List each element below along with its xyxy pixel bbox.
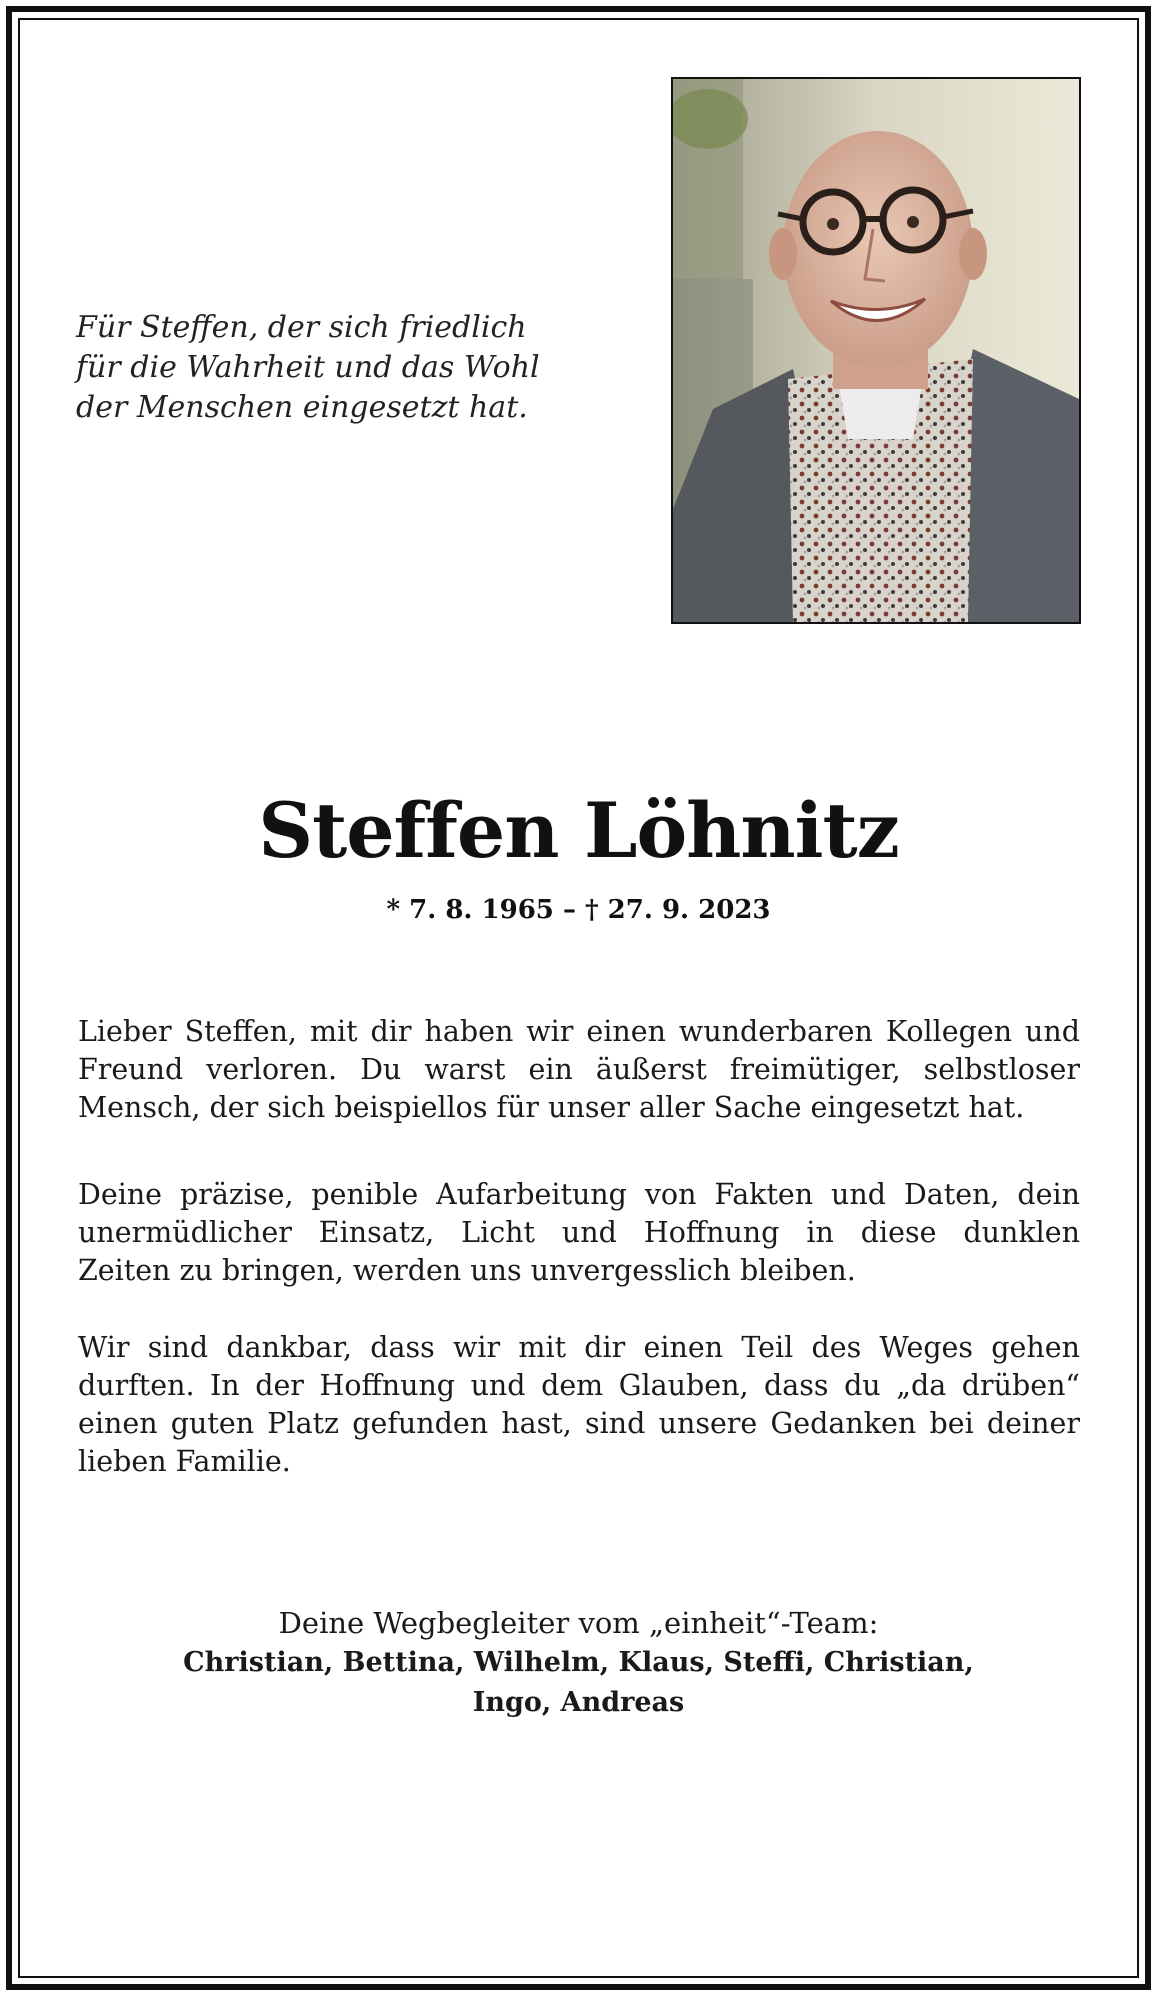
tribute-paragraph (78, 1013, 1080, 1127)
text-line: Wir sind dankbar, dass wir mit dir einen Teil des Weges gehen (78, 1331, 1080, 1364)
dedication-line: Für Steffen, der sich friedlich (76, 310, 527, 345)
dedication-line: für die Wahrheit und das Wohl (76, 350, 540, 385)
life-dates: * 7. 8. 1965 – † 27. 9. 2023 (386, 895, 771, 925)
text-line: lieben Familie. (78, 1445, 291, 1478)
deceased-name: Steffen Löhnitz (258, 786, 899, 875)
text-line: Deine präzise, penible Aufarbeitung von Fakten und Daten, dein (78, 1178, 1080, 1211)
dedication-text (76, 308, 596, 428)
text-line: Freund verloren. Du warst ein äußerst freimütiger, selbstloser (78, 1053, 1080, 1086)
text-line: unermüdlicher Einsatz, Licht und Hoffnung in diese dunklen (78, 1216, 1080, 1249)
text-line: einen guten Platz gefunden hast, sind unsere Gedanken bei deiner (78, 1407, 1080, 1440)
text-line: Zeiten zu bringen, werden uns unvergesslich bleiben. (78, 1254, 856, 1287)
portrait-photo (671, 77, 1081, 624)
text-line: durften. In der Hoffnung und dem Glauben, dass du „da drüben“ (78, 1369, 1080, 1402)
signature-names: Ingo, Andreas (472, 1687, 685, 1718)
tribute-paragraph (78, 1329, 1080, 1481)
signature-intro: Deine Wegbegleiter vom „einheit“-Team: (278, 1606, 879, 1640)
dedication-line: der Menschen eingesetzt hat. (76, 390, 528, 425)
tribute-paragraph (78, 1176, 1080, 1290)
signature-names: Christian, Bettina, Wilhelm, Klaus, Steffi, Christian, (183, 1647, 974, 1678)
text-line: Lieber Steffen, mit dir haben wir einen wunderbaren Kollegen und (78, 1015, 1080, 1048)
text-line: Mensch, der sich beispiellos für unser aller Sache eingesetzt hat. (78, 1091, 1025, 1124)
signature-block (0, 1603, 1157, 1723)
